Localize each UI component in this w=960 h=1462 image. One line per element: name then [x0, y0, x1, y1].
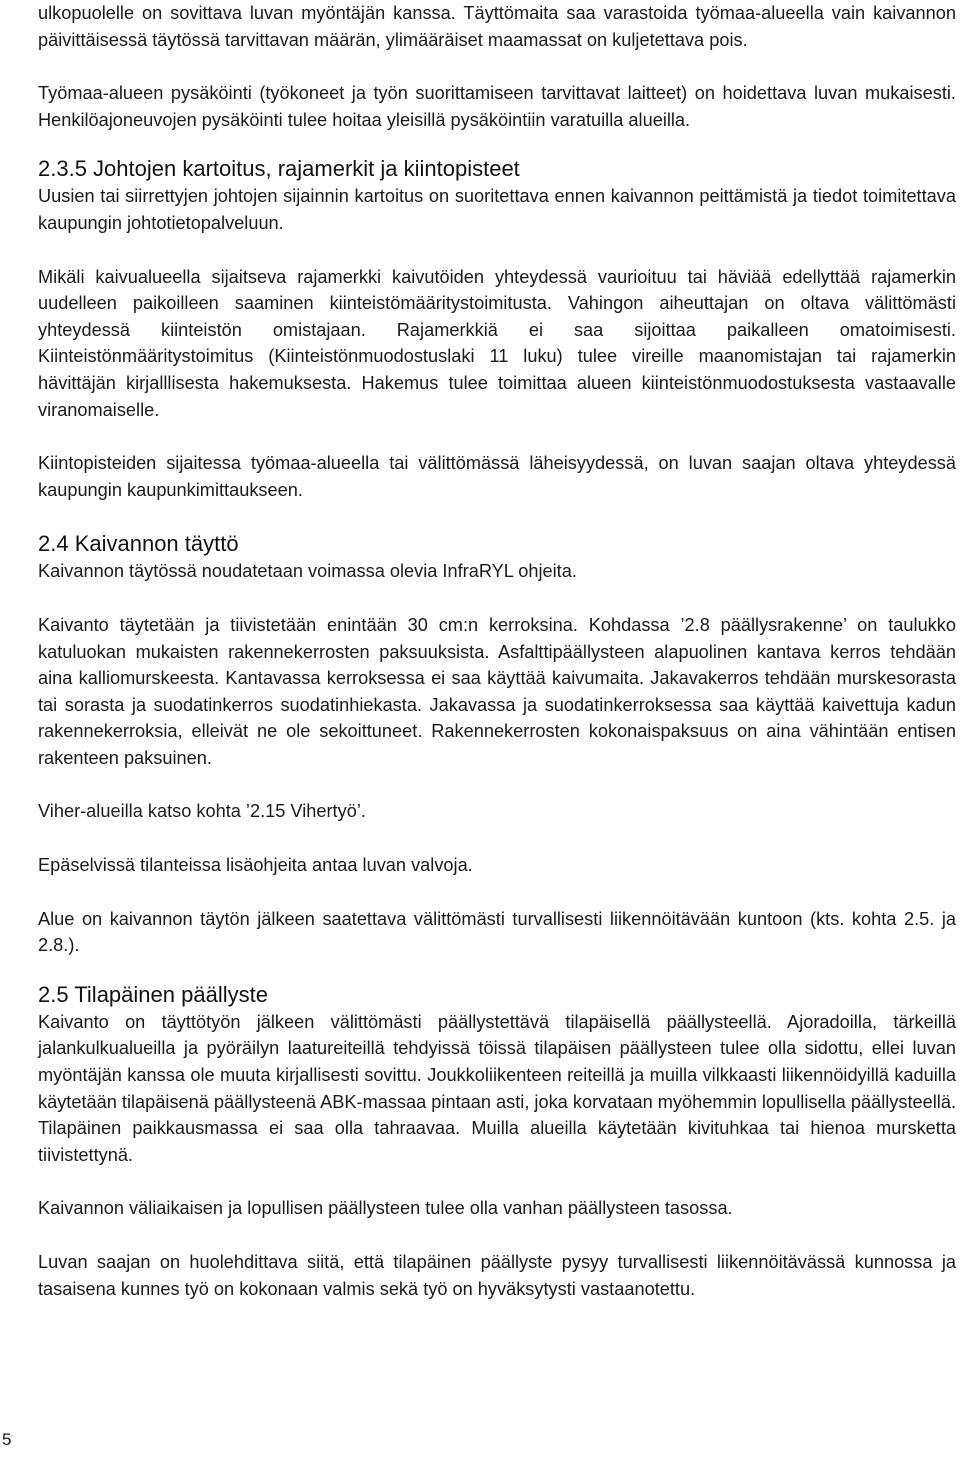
heading-2-5: 2.5 Tilapäinen päällyste — [38, 981, 268, 1007]
paragraph-cable-mapping: Uusien tai siirrettyjen johtojen sijainnin kartoitus on suoritettava ennen kaivannon peittämistä ja tiedot toimitettava kaupungin johtotietopalveluun. — [38, 186, 956, 233]
paragraph-temporary-coating: Kaivanto on täyttötyön jälkeen välittömästi päällystettävä tilapäisellä päällysteellä. Ajoradoilla, tärkeillä jalankulkualueilla ja pyöräilyn laatureiteillä tehdyissä töissä tilapäisen päällysteen tulee olla sidottu, ellei luvan myöntäjän kanssa ole muuta kirjallisesti sovittu. Joukkoliikenteen reiteillä ja muilla vilkkaasti liikennöidyillä kaduilla käytetään tilapäisenä päällysteenä ABK-massaa pintaan asti, joka korvataan myöhemmin lopullisella päällysteellä. Tilapäinen paikkausmassa ei saa olla tahraavaa. Muilla alueilla käytetään kivituhkaa tai hienoa mursketta tiivistettynä. — [38, 1011, 956, 1165]
heading-2-3-5: 2.3.5 Johtojen kartoitus, rajamerkit ja kiintopisteet — [38, 156, 520, 182]
page-number: 5 — [2, 1430, 12, 1449]
paragraph-storage: ulkopuolelle on sovittava luvan myöntäjän kanssa. Täyttömaita saa varastoida työmaa-alueella vain kaivannon päivittäisessä täytössä tarvittavan määrän, ylimääräiset maamassat on kuljetettava pois. — [38, 3, 956, 50]
paragraph-green-areas: Viher-alueilla katso kohta ’2.15 Vihertyö’. — [38, 801, 366, 822]
paragraph-parking: Työmaa-alueen pysäköinti (työkoneet ja työn suorittamiseen tarvittavat laitteet) on hoidettava luvan mukaisesti. Henkilöajoneuvojen pysäköinti tulee hoitaa yleisillä pysäköintiin varatuilla alueilla. — [38, 83, 956, 130]
heading-2-4: 2.4 Kaivannon täyttö — [38, 531, 239, 557]
paragraph-fill-layers: Kaivanto täytetään ja tiivistetään enintään 30 cm:n kerroksina. Kohdassa ’2.8 päällysrakenne’ on taulukko katuluokan mukaisten rakennekerrosten paksuuksista. Asfalttipäällysteen alapuolinen kantava kerros tehdään aina kalliomurskeesta. Kantavassa kerroksessa ei saa käyttää kaivumaita. Jakavakerros tehdään murskesorasta tai sorasta ja suodatinkerros suodatinhiekasta. Jakavassa ja suodatinkerroksessa saa käyttää kaivettuja kadun rakennekerroksia, elleivät ne ole sekoittuneet. Rakennekerrosten kokonaispaksuus on aina vähintään entisen rakenteen paksuinen. — [38, 614, 956, 768]
paragraph-coating-level: Kaivannon väliaikaisen ja lopullisen päällysteen tulee olla vanhan päällysteen tasossa. — [38, 1198, 733, 1219]
paragraph-fixed-points: Kiintopisteiden sijaitessa työmaa-alueella tai välittömässä läheisyydessä, on luvan saajan oltava yhteydessä kaupungin kaupunkimittaukseen. — [38, 453, 956, 500]
paragraph-safe-traffic: Alue on kaivannon täytön jälkeen saatettava välittömästi turvallisesti liikennöitävään kuntoon (kts. kohta 2.5. ja 2.8.). — [38, 908, 956, 956]
paragraph-boundary-markers: Mikäli kaivualueella sijaitseva rajamerkki kaivutöiden yhteydessä vaurioituu tai häviää edellyttää rajamerkin uudelleen paikoilleen saaminen kiinteistömääritystoimitusta. Vahingon aiheuttajan on oltava välittömästi yhteydessä kiinteistön omistajaan. Rajamerkkiä ei saa sijoittaa paikalleen omatoimisesti. Kiinteistönmääritystoimitus (Kiinteistönmuodostuslaki 11 luku) tulee vireille maanomistajan tai rajamerkin hävittäjän kirjalllisesta hakemuksesta. Hakemus tulee toimittaa alueen kiinteistönmuodostuksesta vastaavalle viranomaiselle. — [38, 266, 956, 420]
paragraph-unclear-cases: Epäselvissä tilanteissa lisäohjeita antaa luvan valvoja. — [38, 855, 473, 876]
paragraph-infraryl: Kaivannon täytössä noudatetaan voimassa olevia InfraRYL ohjeita. — [38, 561, 577, 582]
paragraph-permit-holder-duty: Luvan saajan on huolehdittava siitä, että tilapäinen päällyste pysyy turvallisesti liikennöitävässä kunnossa ja tasaisena kunnes työ on kokonaan valmis sekä työ on hyväksytysti vastaanotettu. — [38, 1252, 956, 1299]
document-page — [38, 0, 956, 1302]
